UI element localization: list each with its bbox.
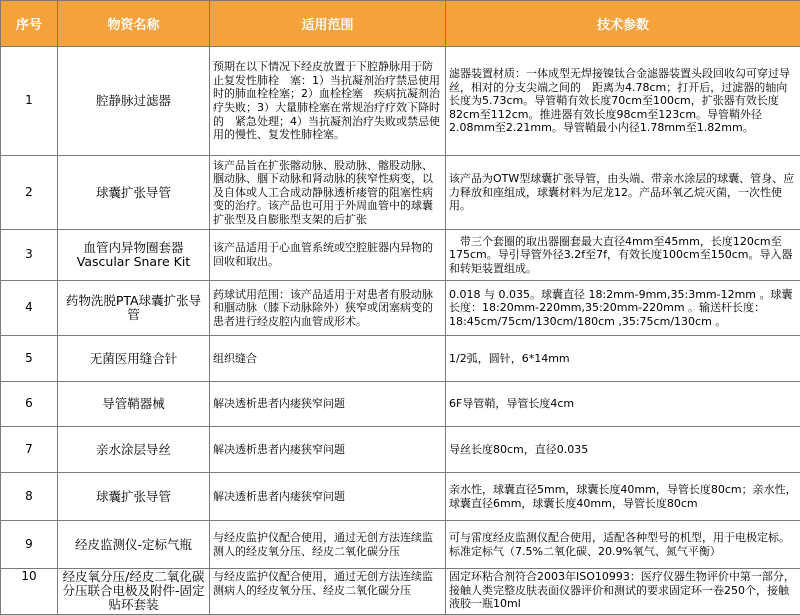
- row-spec: 1/2弧，圆针，6*14mm: [446, 336, 800, 382]
- table-row: [1, 521, 800, 569]
- row-spec: 固定环粘合剂符合2003年ISO10993：医疗仪器生物评价中第一部分，接触人类完整皮肤表面仪器评价和测试的要求固定环一卷250个，接触液胶一瓶10ml: [446, 569, 800, 615]
- row-scope: 该产品适用于心血管系统或空腔脏器内异物的回收和取出。: [210, 230, 446, 281]
- header-no: 序号: [1, 1, 58, 47]
- row-name: 腔静脉过滤器: [58, 47, 210, 156]
- row-no: 10: [1, 569, 58, 615]
- header-spec: 技术参数: [446, 1, 800, 47]
- row-no: 1: [1, 47, 58, 156]
- row-name: 亲水涂层导丝: [58, 427, 210, 473]
- table-row: [1, 427, 800, 473]
- row-name: 球囊扩张导管: [58, 156, 210, 230]
- header-name: 物资名称: [58, 1, 210, 47]
- row-spec: 亲水性，球囊直径5mm，球囊长度40mm，导管长度80cm；亲水性，球囊直径6mm，球囊长度40mm，导管长度80cm: [446, 473, 800, 521]
- table-row: [1, 47, 800, 156]
- row-no: 3: [1, 230, 58, 281]
- row-scope: 与经皮监护仪配合使用，通过无创方法连续监测人的经皮氧分压、经皮二氧化碳分压: [210, 521, 446, 569]
- row-scope: 组织缝合: [210, 336, 446, 382]
- table-row: [1, 281, 800, 336]
- row-spec: 该产品为OTW型球囊扩张导管，由头端、带亲水涂层的球囊、管身、应力释放和座组成，球囊材料为尼龙12。产品环氧乙烷灭菌，一次性使用。: [446, 156, 800, 230]
- row-no: 7: [1, 427, 58, 473]
- row-scope: 该产品旨在扩张髂动脉、股动脉、髂股动脉、腘动脉、腘下动脉和肾动脉的狭窄性病变，以及自体或人工合成动静脉透析瘘管的阻塞性病变的治疗。该产品也可用于外周血管中的球囊扩张型及自膨胀型支架的后扩张: [210, 156, 446, 230]
- row-name: 球囊扩张导管: [58, 473, 210, 521]
- row-name: 药物洗脱PTA球囊扩张导管: [58, 281, 210, 336]
- row-scope: 预期在以下情况下经皮放置于下腔静脉用于防止复发性肺栓 塞：1）当抗凝剂治疗禁忌使用时的肺血栓栓塞；2）血栓栓塞 疾病抗凝剂治疗失败；3）大量肺栓塞在常规治疗疗效下降时的 紧急处理；4）当抗凝剂治疗失败或禁忌使用的慢性、复发性肺栓塞。: [210, 47, 446, 156]
- table-row: [1, 336, 800, 382]
- row-no: 4: [1, 281, 58, 336]
- row-spec: 带三个套圈的取出器圈套最大直径4mm至45mm，长度120cm至175cm。导引导管外径3.2f至7f，有效长度100cm至150cm。导入器和转矩装置组成。: [446, 230, 800, 281]
- row-no: 8: [1, 473, 58, 521]
- row-name: 无菌医用缝合针: [58, 336, 210, 382]
- table-row: [1, 156, 800, 230]
- header-scope: 适用范围: [210, 1, 446, 47]
- row-scope: 解决透析患者内瘘狭窄问题: [210, 427, 446, 473]
- row-scope: 解决透析患者内瘘狭窄问题: [210, 473, 446, 521]
- row-spec: 滤器装置材质：一体成型无焊接镍钛合金滤器装置头段回收勾可穿过导丝，相对的分支尖端之间的 距离为4.78cm；打开后，过滤器的轴向长度为5.73cm。导管鞘有效长度70cm至100cm，扩张器有效长度82cm至112cm。推进器有效长度98cm至123cm。导管鞘外径2.08mm至2.21mm。导管鞘最小内径1.78mm至1.82mm。: [446, 47, 800, 156]
- row-no: 5: [1, 336, 58, 382]
- row-spec: 导丝长度80cm，直径0.035: [446, 427, 800, 473]
- row-no: 9: [1, 521, 58, 569]
- row-name: 经皮监测仪-定标气瓶: [58, 521, 210, 569]
- row-name: 血管内异物圈套器Vascular Snare Kit: [58, 230, 210, 281]
- row-scope: 药球试用范围：该产品适用于对患者有股动脉和腘动脉（膝下动脉除外）狭窄或闭塞病变的患者进行经皮腔内血管成形术。: [210, 281, 446, 336]
- row-spec: 6F导管鞘，导管长度4cm: [446, 382, 800, 427]
- table-row: [1, 382, 800, 427]
- table-row: [1, 569, 800, 615]
- row-name: 经皮氧分压/经皮二氧化碳分压联合电极及附件-固定贴环套装: [58, 569, 210, 615]
- row-no: 2: [1, 156, 58, 230]
- row-spec: 0.018 与 0.035。球囊直径 18:2mm-9mm,35:3mm-12mm 。球囊长度：18:20mm-220mm,35:20mm-220mm 。输送杆长度：18:45cm/75cm/130cm/180cm ,35:75cm/130cm 。: [446, 281, 800, 336]
- row-spec: 可与雷度经皮监测仪配合使用，适配各种型号的机型，用于电极定标。标准定标气（7.5%二氧化碳、20.9%氧气、氮气平衡）: [446, 521, 800, 569]
- row-no: 6: [1, 382, 58, 427]
- row-scope: 解决透析患者内瘘狭窄问题: [210, 382, 446, 427]
- header-row: [1, 1, 800, 47]
- row-name: 导管鞘器械: [58, 382, 210, 427]
- row-scope: 与经皮监护仪配合使用，通过无创方法连续监测病人的经皮氧分压、经皮二氧化碳分压: [210, 569, 446, 615]
- table-row: [1, 230, 800, 281]
- table-row: [1, 473, 800, 521]
